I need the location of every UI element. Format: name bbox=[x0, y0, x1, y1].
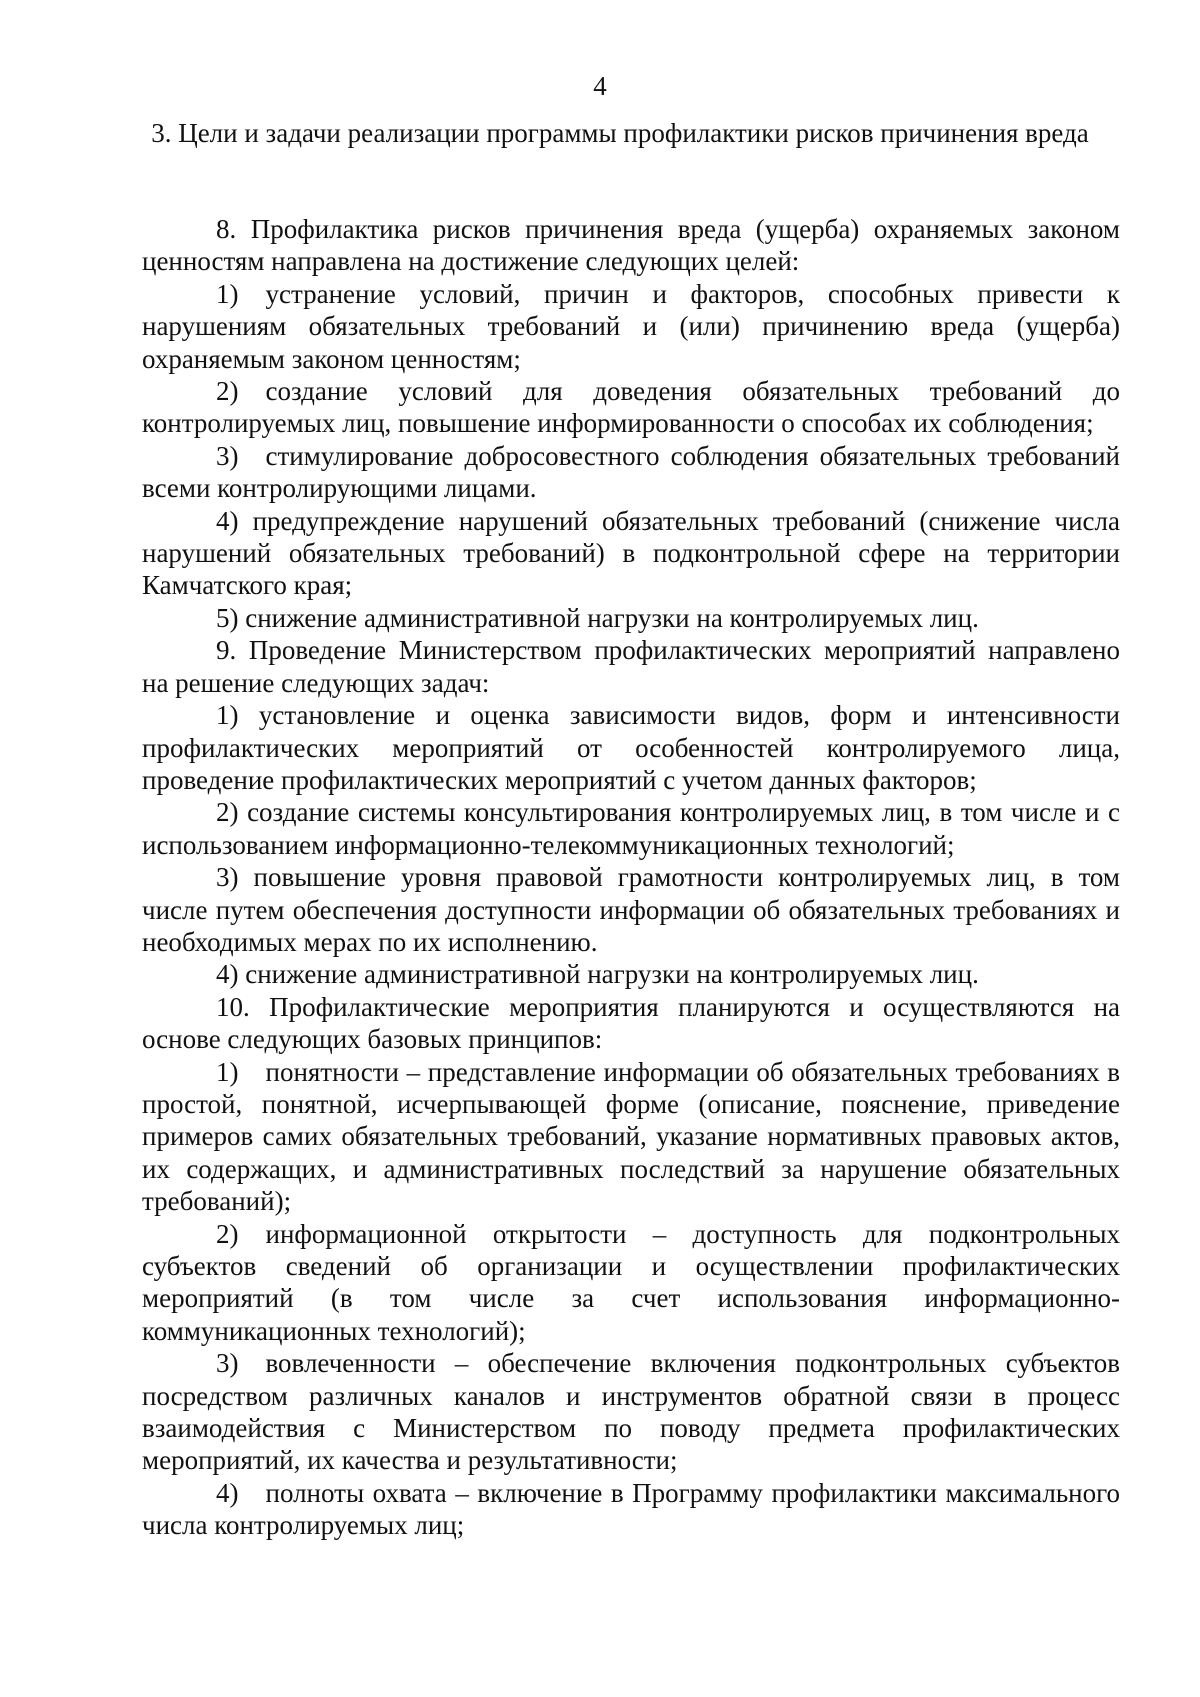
goal-item-5: 5) снижение административной нагрузки на контролируемых лиц. bbox=[216, 602, 979, 633]
task-item-1: 1) установление и оценка зависимости видов, форм и интенсивности профилактических мероприятий от особенностей контролируемого лица, проведение профилактических мероприятий с учетом данных факторов; bbox=[142, 700, 1120, 795]
goal-item-3: 3) стимулирование добросовестного соблюдения обязательных требований всеми контролирующими лицами. bbox=[142, 440, 1120, 504]
task-item-4: 4) снижение административной нагрузки на контролируемых лиц. bbox=[216, 959, 979, 990]
task-item-2: 2) создание системы консультирования контролируемых лиц, в том числе и с использованием информационно-телекоммуникационных технологий; bbox=[142, 797, 1120, 860]
principle-item-3: 3) вовлеченности – обеспечение включения подконтрольных субъектов посредством различных каналов и инструментов обратной связи в процесс взаимодействия с Министерством по поводу предмета профилактических мероприятий, их качества и результативности; bbox=[142, 1348, 1120, 1476]
paragraph-9: 9. Проведение Министерством профилактических мероприятий направлено на решение следующих задач: bbox=[142, 635, 1120, 698]
section-title: 3. Цели и задачи реализации программы профилактики рисков причинения вреда bbox=[151, 118, 1089, 148]
paragraph-10: 10. Профилактические мероприятия планируются и осуществляются на основе следующих базовых принципов: bbox=[142, 991, 1120, 1055]
principle-item-4: 4) полноты охвата – включение в Программу профилактики максимального числа контролируемых лиц; bbox=[142, 1477, 1120, 1541]
document-body bbox=[142, 213, 1120, 1542]
page-number: 4 bbox=[593, 71, 607, 101]
paragraph-8: 8. Профилактика рисков причинения вреда (ущерба) охраняемых законом ценностям направлена на достижение следующих целей: bbox=[142, 214, 1120, 277]
task-item-3: 3) повышение уровня правовой грамотности контролируемых лиц, в том числе путем обеспечения доступности информации об обязательных требованиях и необходимых мерах по их исполнению. bbox=[142, 862, 1120, 957]
goal-item-4: 4) предупреждение нарушений обязательных требований (снижение числа нарушений обязательных требований) в подконтрольной сфере на территории Камчатского края; bbox=[142, 505, 1120, 601]
principle-item-1: 1) понятности – представление информации об обязательных требованиях в простой, понятной, исчерпывающей форме (описание, пояснение, приведение примеров самих обязательных требований, указание нормативных правовых актов, их содержащих, и административных последствий за нарушение обязательных требований); bbox=[142, 1056, 1120, 1217]
goal-item-2: 2) создание условий для доведения обязательных требований до контролируемых лиц, повышение информированности о способах их соблюдения; bbox=[142, 376, 1120, 439]
principle-item-2: 2) информационной открытости – доступность для подконтрольных субъектов сведений об организации и осуществлении профилактических мероприятий (в том числе за счет использования информационно-коммуникационных технологий); bbox=[142, 1218, 1120, 1346]
goal-item-1: 1) устранение условий, причин и факторов, способных привести к нарушениям обязательных требований и (или) причинению вреда (ущерба) охраняемым законом ценностям; bbox=[142, 278, 1120, 374]
